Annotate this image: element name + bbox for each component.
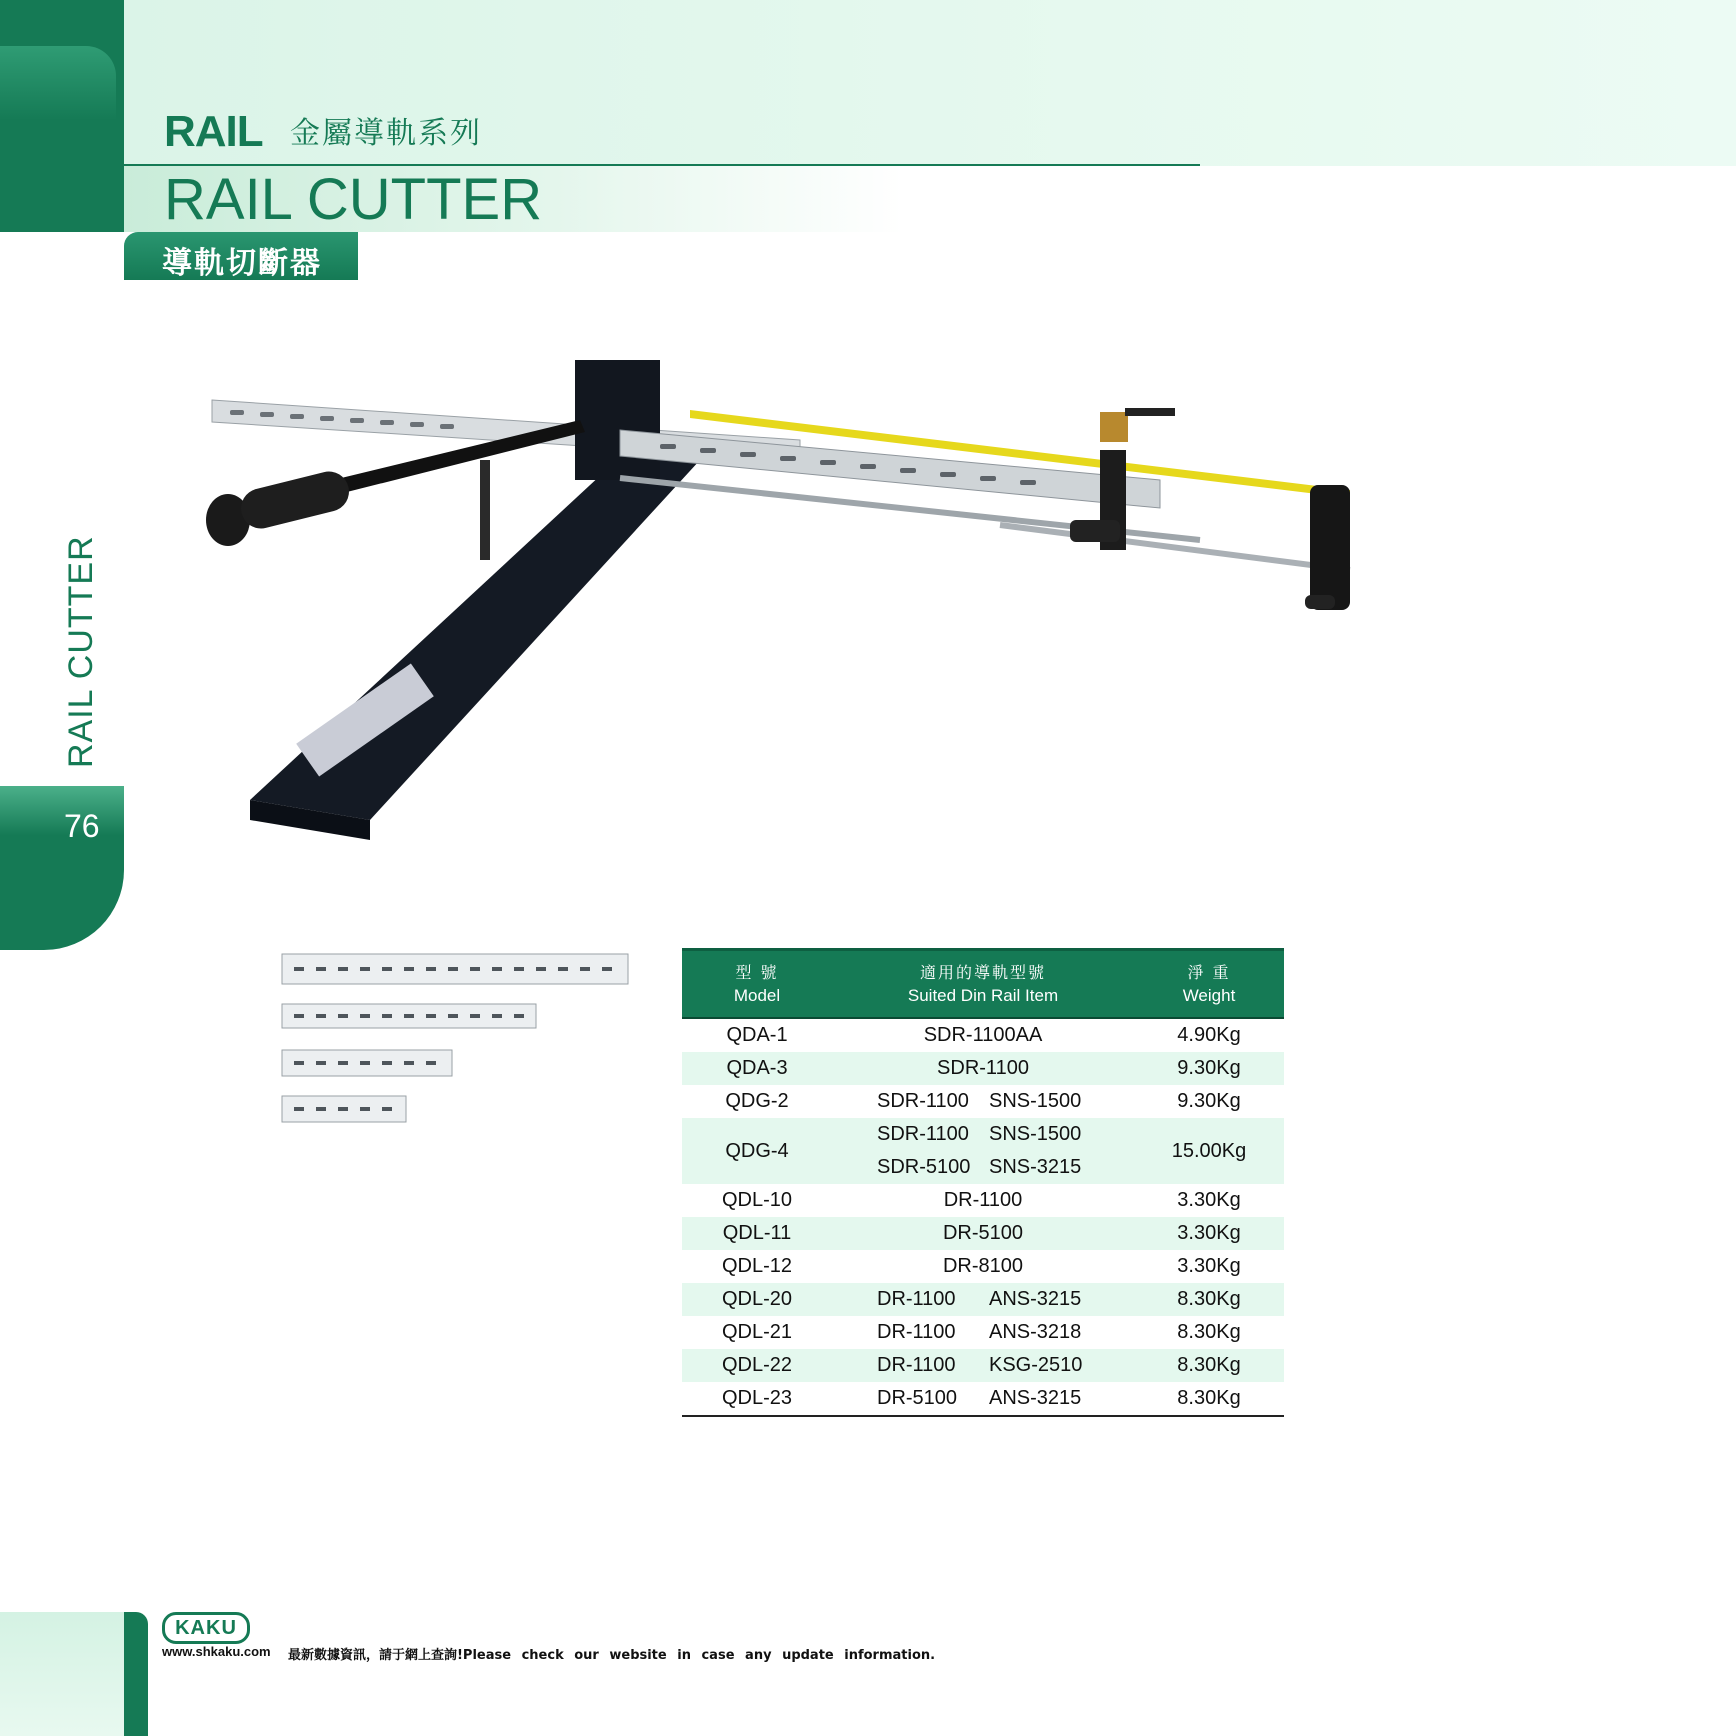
page-number: 76 (64, 808, 100, 844)
cell-rail (832, 1085, 1134, 1118)
header-rail (832, 950, 1134, 1019)
table-row (682, 1283, 1284, 1316)
cell-weight: 8.30Kg (1134, 1382, 1284, 1416)
cell-model: QDL-10 (721, 1189, 793, 1211)
cell-rail-a: DR-1100 (877, 1288, 956, 1310)
rail-samples-image (280, 950, 640, 1130)
cell-rail (832, 1118, 1134, 1184)
cell-rail (832, 1382, 1134, 1416)
footer-mint-block (0, 1612, 124, 1736)
header-weight (1134, 950, 1284, 1019)
cell-model: QDL-22 (682, 1349, 832, 1382)
table-row (682, 1085, 1284, 1118)
cell-rail (832, 1316, 1134, 1349)
header-weight-en: Weight (1182, 986, 1236, 1005)
cell-rail-a: SDR-1100 (877, 1090, 969, 1112)
cell-model: QDG-2 (725, 1090, 789, 1112)
header-weight-cn: 淨 重 (1187, 963, 1231, 982)
cell-weight: 9.30Kg (1177, 1090, 1241, 1112)
cell-rail (832, 1283, 1134, 1316)
cell-weight: 15.00Kg (1134, 1118, 1284, 1184)
cell-model: QDL-21 (721, 1321, 793, 1343)
cell-model: QDL-23 (682, 1382, 832, 1416)
cell-weight: 3.30Kg (1177, 1255, 1241, 1277)
cell-weight: 8.30Kg (1134, 1349, 1284, 1382)
cell-rail-b: KSG-2510 (989, 1354, 1083, 1376)
cell-weight: 3.30Kg (1134, 1217, 1284, 1250)
cell-rail-c: SDR-5100 (877, 1156, 971, 1178)
cell-rail: SDR-1100AA (923, 1024, 1043, 1046)
cell-weight: 4.90Kg (1177, 1024, 1241, 1046)
table-row (682, 1316, 1284, 1349)
cell-rail: DR-8100 (942, 1255, 1024, 1277)
footer-note: 最新數據資訊，請于網上查詢!Please check our website in case any update information. (288, 1648, 936, 1663)
spec-table (682, 948, 1284, 1417)
header-model-cn: 型 號 (735, 963, 779, 982)
cell-rail-a: SDR-1100 (877, 1123, 969, 1145)
cell-rail: SDR-1100 (832, 1052, 1134, 1085)
cell-weight: 8.30Kg (1177, 1321, 1241, 1343)
cell-rail: DR-1100 (943, 1189, 1023, 1211)
table-row (682, 1052, 1284, 1085)
product-title: RAIL CUTTER (164, 167, 543, 232)
cell-rail (832, 1349, 1134, 1382)
table-row (682, 1217, 1284, 1250)
product-cn-tag (124, 232, 358, 280)
cell-rail-b: ANS-3215 (989, 1288, 1082, 1310)
page-number-tab (0, 786, 124, 950)
header-rail-en: Suited Din Rail Item (907, 986, 1059, 1005)
footer-green-bar (124, 1612, 148, 1736)
table-row (682, 1250, 1284, 1283)
header-left-tab (0, 46, 116, 232)
cell-rail-a: DR-5100 (877, 1387, 958, 1409)
header-rail-cn: 適用的導軌型號 (919, 963, 1046, 982)
sidebar-vertical-label: RAIL CUTTER (62, 535, 100, 768)
cell-model: QDG-4 (682, 1118, 832, 1184)
cell-rail-b: ANS-3215 (989, 1387, 1082, 1409)
footer-url[interactable]: www.shkaku.com (162, 1644, 271, 1659)
table-row (682, 1018, 1284, 1052)
cell-rail-a: DR-1100 (877, 1354, 956, 1376)
cell-rail-a: DR-1100 (877, 1321, 956, 1343)
table-header-row (682, 950, 1284, 1019)
kaku-logo: KAKU (162, 1612, 250, 1644)
header-model-en: Model (733, 986, 781, 1005)
cell-model: QDA-3 (682, 1052, 832, 1085)
cell-model: QDL-11 (682, 1217, 832, 1250)
cell-weight: 9.30Kg (1134, 1052, 1284, 1085)
table-row (682, 1382, 1284, 1416)
cell-model: QDL-20 (682, 1283, 832, 1316)
category-title: RAIL (164, 107, 263, 156)
header-model (682, 950, 832, 1019)
cell-rail: DR-5100 (832, 1217, 1134, 1250)
cell-rail-b: SNS-1500 (989, 1123, 1082, 1145)
cell-rail-b: SNS-1500 (989, 1090, 1082, 1112)
table-row (682, 1349, 1284, 1382)
table-row (682, 1184, 1284, 1217)
cell-rail-d: SNS-3215 (989, 1156, 1082, 1178)
rail-cutter-image (200, 360, 1400, 860)
cell-weight: 8.30Kg (1134, 1283, 1284, 1316)
cell-rail-b: ANS-3218 (989, 1321, 1082, 1343)
cell-model: QDA-1 (726, 1024, 788, 1046)
table-row (682, 1118, 1284, 1184)
cell-weight: 3.30Kg (1177, 1189, 1241, 1211)
cell-model: QDL-12 (721, 1255, 793, 1277)
product-cn-label: 導軌切斷器 (162, 246, 322, 281)
category-subtitle: 金屬導軌系列 (290, 116, 482, 151)
